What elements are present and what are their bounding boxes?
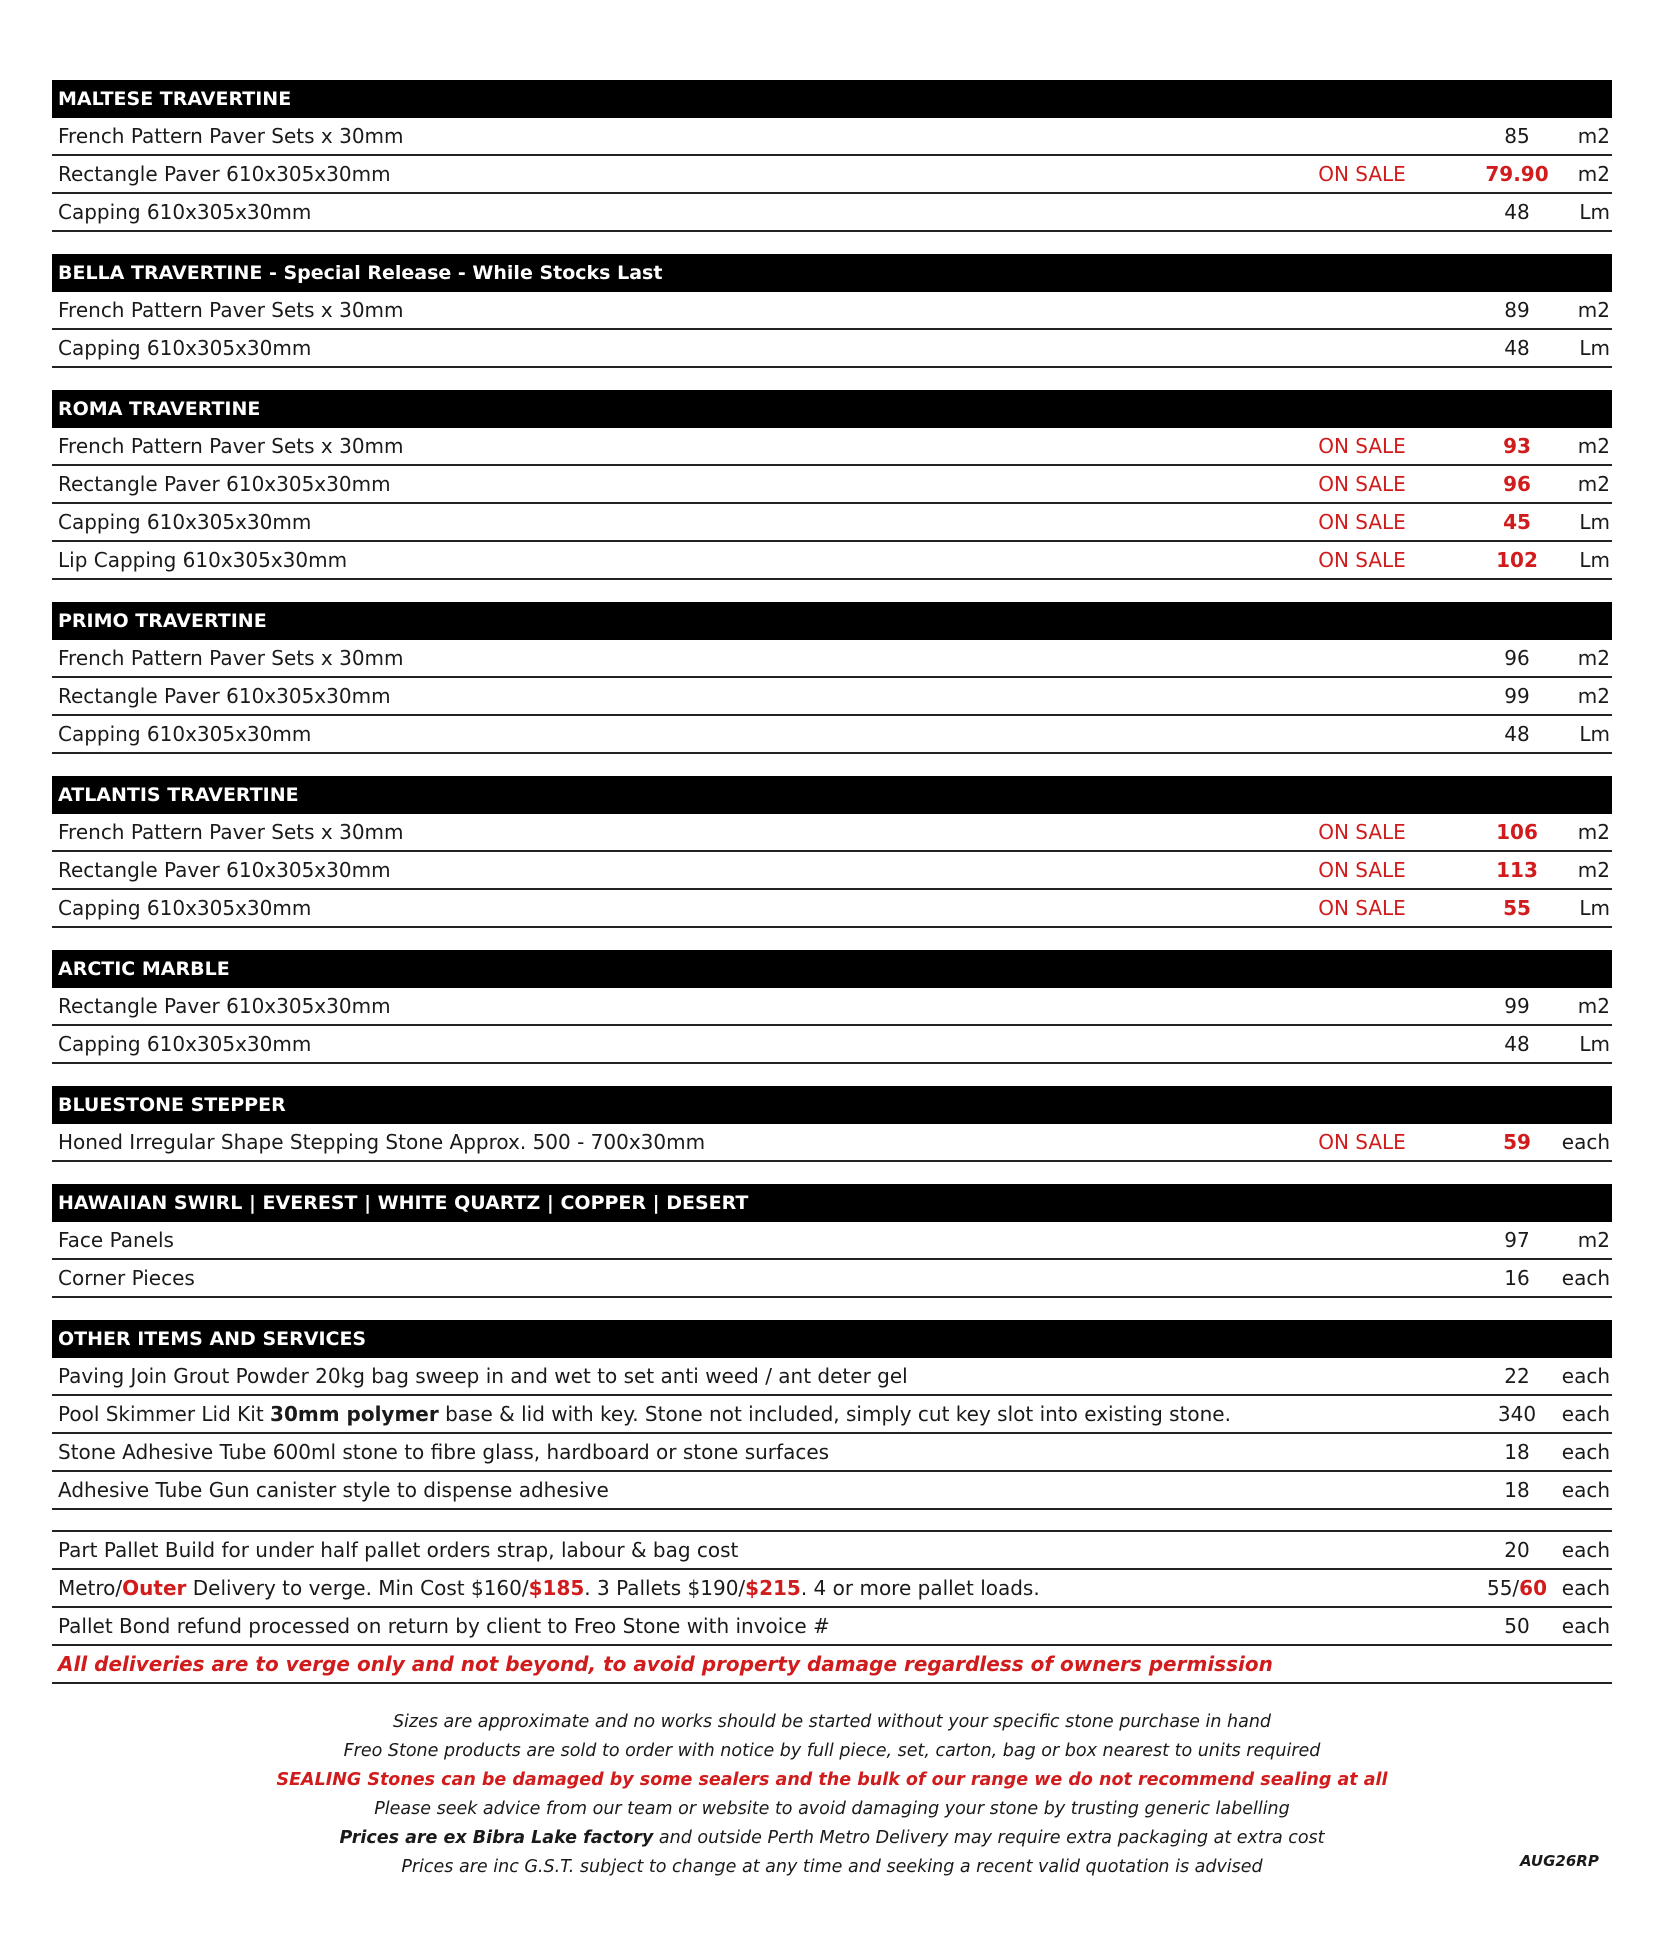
list-item (52, 1124, 1612, 1162)
list-item (52, 542, 1612, 580)
list-item (52, 428, 1612, 466)
on-sale-label: ON SALE (1318, 1130, 1406, 1154)
item-price: 50 (1504, 1614, 1530, 1638)
item-unit: m2 (1577, 298, 1610, 322)
item-unit: m2 (1577, 472, 1610, 496)
section-primo-travertine (52, 602, 1612, 754)
item-unit: each (1561, 1402, 1610, 1426)
item-unit: m2 (1577, 820, 1610, 844)
desc-emphasis: Outer (122, 1576, 187, 1600)
item-unit: Lm (1579, 510, 1610, 534)
item-price: 22 (1504, 1364, 1530, 1388)
section-atlantis-travertine (52, 776, 1612, 928)
list-item (52, 1570, 1612, 1608)
item-unit: each (1561, 1440, 1610, 1464)
section-arctic-marble (52, 950, 1612, 1064)
price-part: 55/ (1486, 1576, 1520, 1600)
item-unit: each (1561, 1576, 1610, 1600)
item-description: Part Pallet Build for under half pallet orders strap, labour & bag cost (58, 1538, 739, 1562)
item-description: Capping 610x305x30mm (58, 896, 312, 920)
section-header: OTHER ITEMS AND SERVICES (52, 1320, 1612, 1358)
item-unit: Lm (1579, 722, 1610, 746)
delivery-warning: All deliveries are to verge only and not beyond, to avoid property damage regardless of owners permission (52, 1646, 1612, 1684)
item-price: 99 (1504, 684, 1530, 708)
item-price: 113 (1496, 858, 1538, 882)
note-line-warning: SEALING Stones can be damaged by some sealers and the bulk of our range we do not recommend sealing at all (276, 1770, 1388, 1790)
note-line (52, 1824, 1612, 1853)
item-description: French Pattern Paver Sets x 30mm (58, 646, 404, 670)
item-price: 18 (1504, 1478, 1530, 1502)
on-sale-label: ON SALE (1318, 162, 1406, 186)
section-header: ATLANTIS TRAVERTINE (52, 776, 1612, 814)
list-item (52, 1396, 1612, 1434)
note-line: Prices are inc G.S.T. subject to change at any time and seeking a recent valid quotation is advised (401, 1857, 1263, 1877)
item-price: 89 (1504, 298, 1530, 322)
item-unit: each (1561, 1478, 1610, 1502)
item-unit: Lm (1579, 336, 1610, 360)
list-item (52, 988, 1612, 1026)
section-header: BELLA TRAVERTINE - Special Release - While Stocks Last (52, 254, 1612, 292)
item-price: 85 (1504, 124, 1530, 148)
item-price: 48 (1504, 200, 1530, 224)
item-price: 93 (1503, 434, 1531, 458)
item-description: Rectangle Paver 610x305x30mm (58, 684, 391, 708)
section-wall-panels (52, 1184, 1612, 1298)
item-description: French Pattern Paver Sets x 30mm (58, 434, 404, 458)
item-price: 79.90 (1485, 162, 1549, 186)
section-maltese-travertine (52, 80, 1612, 232)
item-description: Stone Adhesive Tube 600ml stone to fibre glass, hardboard or stone surfaces (58, 1440, 830, 1464)
on-sale-label: ON SALE (1318, 820, 1406, 844)
list-item (52, 640, 1612, 678)
item-price: 20 (1504, 1538, 1530, 1562)
list-item (52, 156, 1612, 194)
item-description: Capping 610x305x30mm (58, 1032, 312, 1056)
item-description: Adhesive Tube Gun canister style to dispense adhesive (58, 1478, 609, 1502)
list-item (52, 118, 1612, 156)
item-price: 97 (1504, 1228, 1530, 1252)
list-item (52, 1532, 1612, 1570)
item-unit: m2 (1577, 1228, 1610, 1252)
item-price: 48 (1504, 336, 1530, 360)
item-description: Capping 610x305x30mm (58, 510, 312, 534)
item-description: Face Panels (58, 1228, 174, 1252)
item-unit: each (1561, 1538, 1610, 1562)
on-sale-label: ON SALE (1318, 896, 1406, 920)
list-item (52, 814, 1612, 852)
section-header: ARCTIC MARBLE (52, 950, 1612, 988)
note-emphasis: Prices are ex Bibra Lake factory (339, 1828, 654, 1848)
item-price: 102 (1496, 548, 1538, 572)
section-bella-travertine (52, 254, 1612, 368)
section-header: ROMA TRAVERTINE (52, 390, 1612, 428)
item-description (58, 1402, 1231, 1426)
item-description: French Pattern Paver Sets x 30mm (58, 124, 404, 148)
document-code: AUG26RP (1520, 1852, 1599, 1870)
desc-emphasis: $185 (528, 1576, 585, 1600)
item-unit: each (1561, 1266, 1610, 1290)
item-description: French Pattern Paver Sets x 30mm (58, 298, 404, 322)
item-description: Capping 610x305x30mm (58, 200, 312, 224)
list-item (52, 1222, 1612, 1260)
item-unit: Lm (1579, 548, 1610, 572)
desc-part: Pool Skimmer Lid Kit (58, 1402, 271, 1426)
item-description: Rectangle Paver 610x305x30mm (58, 162, 391, 186)
footer-notes (52, 1708, 1612, 1882)
list-item (52, 1026, 1612, 1064)
section-roma-travertine (52, 390, 1612, 580)
item-price: 55 (1503, 896, 1531, 920)
item-unit: m2 (1577, 434, 1610, 458)
on-sale-label: ON SALE (1318, 472, 1406, 496)
divider (52, 1510, 1612, 1532)
desc-emphasis: 30mm polymer (270, 1402, 439, 1426)
list-item (52, 1608, 1612, 1646)
list-item (52, 852, 1612, 890)
section-header: HAWAIIAN SWIRL | EVEREST | WHITE QUARTZ | COPPER | DESERT (52, 1184, 1612, 1222)
on-sale-label: ON SALE (1318, 434, 1406, 458)
price-part: 60 (1519, 1576, 1548, 1600)
item-unit: m2 (1577, 684, 1610, 708)
item-price: 59 (1503, 1130, 1531, 1154)
list-item (52, 890, 1612, 928)
item-unit: each (1561, 1364, 1610, 1388)
item-description (58, 1576, 1040, 1600)
item-price: 96 (1504, 646, 1530, 670)
item-unit: m2 (1577, 124, 1610, 148)
item-unit: Lm (1579, 896, 1610, 920)
item-description: Capping 610x305x30mm (58, 722, 312, 746)
on-sale-label: ON SALE (1318, 548, 1406, 572)
note-part: and outside Perth Metro Delivery may require extra packaging at extra cost (653, 1828, 1325, 1848)
item-unit: Lm (1579, 1032, 1610, 1056)
item-price: 48 (1504, 722, 1530, 746)
desc-part: . 3 Pallets $190/ (584, 1576, 746, 1600)
item-unit: m2 (1577, 994, 1610, 1018)
list-item (52, 330, 1612, 368)
list-item (52, 1434, 1612, 1472)
list-item (52, 1472, 1612, 1510)
item-price: 18 (1504, 1440, 1530, 1464)
desc-part: Delivery to verge. Min Cost $160/ (186, 1576, 529, 1600)
item-description: Lip Capping 610x305x30mm (58, 548, 348, 572)
item-unit: m2 (1577, 858, 1610, 882)
list-item (52, 292, 1612, 330)
list-item (52, 1358, 1612, 1396)
desc-part: Metro/ (58, 1576, 123, 1600)
price-list (52, 80, 1612, 1684)
item-description: Pallet Bond refund processed on return by client to Freo Stone with invoice # (58, 1614, 830, 1638)
item-description: Honed Irregular Shape Stepping Stone Approx. 500 - 700x30mm (58, 1130, 706, 1154)
item-unit: m2 (1577, 646, 1610, 670)
item-price: 106 (1496, 820, 1538, 844)
item-description: Capping 610x305x30mm (58, 336, 312, 360)
item-price: 45 (1503, 510, 1531, 534)
item-description: Paving Join Grout Powder 20kg bag sweep in and wet to set anti weed / ant deter gel (58, 1364, 908, 1388)
item-unit: each (1561, 1614, 1610, 1638)
item-unit: Lm (1579, 200, 1610, 224)
list-item (52, 194, 1612, 232)
list-item (52, 504, 1612, 542)
list-item (52, 678, 1612, 716)
list-item (52, 466, 1612, 504)
section-other-items (52, 1320, 1612, 1684)
item-description: Corner Pieces (58, 1266, 195, 1290)
desc-emphasis: $215 (745, 1576, 801, 1600)
list-item (52, 716, 1612, 754)
item-price: 16 (1504, 1266, 1530, 1290)
item-price: 340 (1497, 1402, 1537, 1426)
desc-part: base & lid with key. Stone not included, simply cut key slot into existing stone. (438, 1402, 1231, 1426)
on-sale-label: ON SALE (1318, 510, 1406, 534)
item-description: Rectangle Paver 610x305x30mm (58, 472, 391, 496)
note-line: Freo Stone products are sold to order with notice by full piece, set, carton, bag or box nearest to units required (343, 1741, 1321, 1761)
on-sale-label: ON SALE (1318, 858, 1406, 882)
list-item (52, 1260, 1612, 1298)
section-header: BLUESTONE STEPPER (52, 1086, 1612, 1124)
item-description: French Pattern Paver Sets x 30mm (58, 820, 404, 844)
item-price: 48 (1504, 1032, 1530, 1056)
item-price: 99 (1504, 994, 1530, 1018)
section-header: PRIMO TRAVERTINE (52, 602, 1612, 640)
item-price: 96 (1503, 472, 1531, 496)
note-line: Sizes are approximate and no works should be started without your specific stone purchase in hand (392, 1712, 1272, 1732)
item-description: Rectangle Paver 610x305x30mm (58, 994, 391, 1018)
item-description: Rectangle Paver 610x305x30mm (58, 858, 391, 882)
item-unit: m2 (1577, 162, 1610, 186)
section-header: MALTESE TRAVERTINE (52, 80, 1612, 118)
note-line: Please seek advice from our team or website to avoid damaging your stone by trusting generic labelling (374, 1799, 1290, 1819)
section-bluestone-stepper (52, 1086, 1612, 1162)
item-unit: each (1561, 1130, 1610, 1154)
desc-part: . 4 or more pallet loads. (800, 1576, 1040, 1600)
